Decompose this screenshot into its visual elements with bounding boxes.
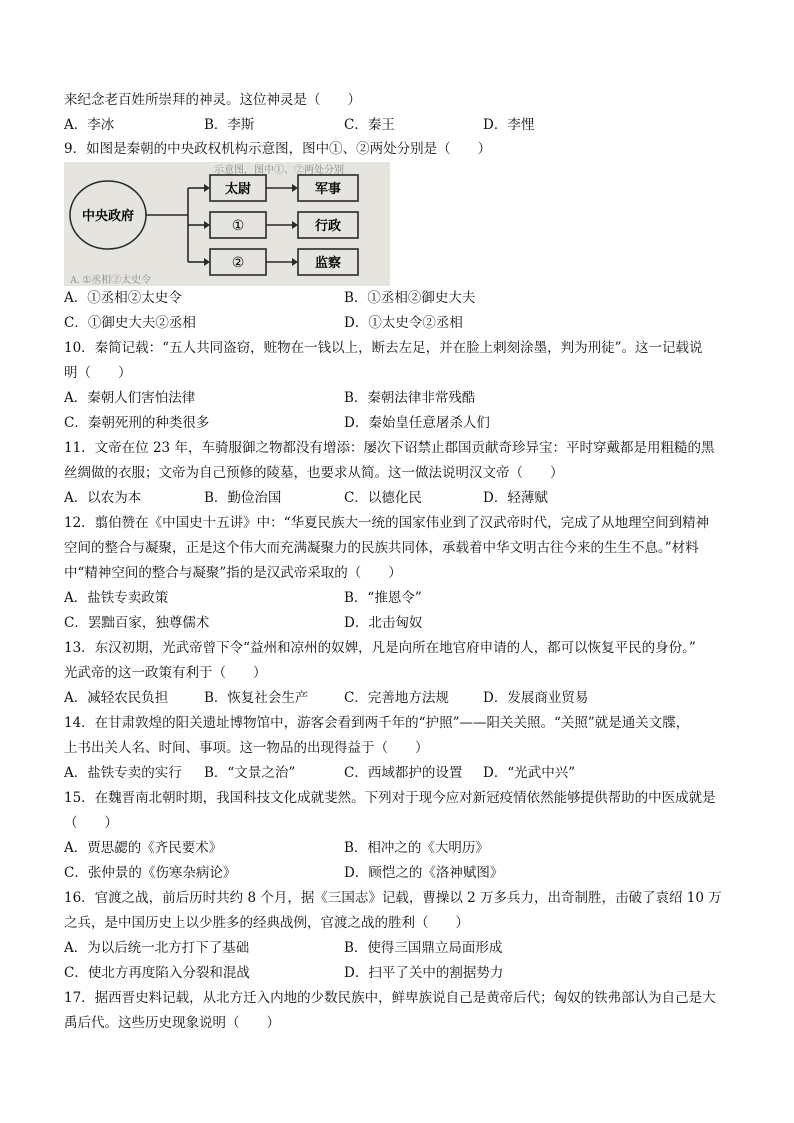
q14-option-b: B．“文景之治” xyxy=(204,765,296,781)
q11-line-2: 丝绸做的衣服；文帝为自己预修的陵墓，也要求从简。这一做法说明汉文帝（ ） xyxy=(64,465,564,481)
q13-option-d: D．发展商业贸易 xyxy=(483,690,589,706)
q14-line-1: 14．在甘肃敦煌的阳关遗址博物馆中，游客会看到两千年的“护照”——阳关关照。“关照”就是通关文牒， xyxy=(64,715,690,731)
q9-option-b: B．①丞相②御史大夫 xyxy=(344,290,476,306)
q15-option-d: D．顾恺之的《洛神赋图》 xyxy=(344,865,504,881)
q15-option-a: A．贾思勰的《齐民要术》 xyxy=(64,840,223,856)
diagram-faded-top: 示意图，图中①、②两处分别 xyxy=(214,165,344,176)
q16-option-b: B．使得三国鼎立局面形成 xyxy=(344,940,503,956)
box-taiwei-label: 太尉 xyxy=(224,181,252,196)
q16-option-d: D．扫平了关中的割据势力 xyxy=(344,965,504,981)
q8-option-a: A．李冰 xyxy=(64,117,115,133)
box-administration-label: 行政 xyxy=(314,218,342,233)
q12-line-3: 中“精神空间的整合与凝聚”指的是汉武帝采取的（ ） xyxy=(64,565,402,581)
q8-option-c: C．秦王 xyxy=(344,117,395,133)
q10-line-2: 明（ ） xyxy=(64,365,132,381)
q11-option-d: D．轻薄赋 xyxy=(483,490,548,506)
q9-option-d: D．①太史令②丞相 xyxy=(344,315,463,331)
q17-line-2: 禹后代。这些历史现象说明（ ） xyxy=(64,1015,280,1031)
q15-line-1: 15．在魏晋南北朝时期，我国科技文化成就斐然。下列对于现今应对新冠疫情依然能够提供帮助的中医成就是 xyxy=(64,790,716,806)
central-government-diagram xyxy=(64,162,390,286)
q16-line-2: 之兵，是中国历史上以少胜多的经典战例，官渡之战的胜利（ ） xyxy=(64,915,469,931)
box-blank-1-label: ① xyxy=(231,219,245,234)
q10-option-d: D．秦始皇任意屠杀人们 xyxy=(344,415,490,431)
center-label: 中央政府 xyxy=(81,208,135,223)
q14-option-d: D．“光武中兴” xyxy=(483,765,576,781)
q11-option-b: B．勤俭治国 xyxy=(204,490,282,506)
q12-line-2: 空间的整合与凝聚，正是这个伟大而充满凝聚力的民族共同体，承载着中华文明古往今来的生生不息。”材料 xyxy=(64,540,699,556)
q16-line-1: 16．官渡之战，前后历时共约 8 个月，据《三国志》记载，曹操以 2 万多兵力，出奇制胜，击破了袁绍 10 万 xyxy=(64,890,722,906)
q9-option-a: A．①丞相②太史令 xyxy=(64,290,182,306)
q11-option-c: C．以德化民 xyxy=(344,490,422,506)
q12-option-d: D．北击匈奴 xyxy=(344,615,423,631)
q15-option-b: B．相冲之的《大明历》 xyxy=(344,840,489,856)
q13-option-a: A．减轻农民负担 xyxy=(64,690,169,706)
q11-line-1: 11．文帝在位 23 年，车骑服御之物都没有增添：屡次下诏禁止郡国贡献奇珍异宝：平时穿戴都是用粗糙的黑 xyxy=(64,440,715,456)
q16-option-a: A．为以后统一北方打下了基础 xyxy=(64,940,250,956)
q13-option-b: B．恢复社会生产 xyxy=(204,690,309,706)
q10-option-a: A．秦朝人们害怕法律 xyxy=(64,390,196,406)
box-supervision-label: 监察 xyxy=(314,255,342,270)
q12-option-a: A．盐铁专卖政策 xyxy=(64,590,169,606)
intro-line: 来纪念老百姓所崇拜的神灵。这位神灵是（ ） xyxy=(64,92,361,108)
q12-option-b: B．“推恩令” xyxy=(344,590,422,606)
q9-option-c: C．①御史大夫②丞相 xyxy=(64,315,196,331)
q15-line-2: （ ） xyxy=(64,815,118,831)
q9-stem: 9．如图是秦朝的中央政权机构示意图，图中①、②两处分别是（ ） xyxy=(64,141,492,157)
box-military-label: 军事 xyxy=(314,181,342,196)
q12-option-c: C．罢黜百家，独尊儒术 xyxy=(64,615,210,631)
q14-option-a: A．盐铁专卖的实行 xyxy=(64,765,182,781)
q13-line-2: 光武帝的这一政策有利于（ ） xyxy=(64,665,267,681)
q8-option-b: B．李斯 xyxy=(204,117,255,133)
q12-line-1: 12．翦伯赞在《中国史十五讲》中：“华夏民族大一统的国家伟业到了汉武帝时代，完成了从地理空间到精神 xyxy=(64,515,710,531)
q13-option-c: C．完善地方法规 xyxy=(344,690,449,706)
q15-option-c: C．张仲景的《伤寒杂病论》 xyxy=(64,865,237,881)
box-blank-2-label: ② xyxy=(231,256,245,271)
q16-option-c: C．使北方再度陷入分裂和混战 xyxy=(64,965,250,981)
q10-option-c: C．秦朝死刑的种类很多 xyxy=(64,415,210,431)
q14-line-2: 上书出关人名、时间、事项。这一物品的出现得益于（ ） xyxy=(64,740,429,756)
q10-option-b: B．秦朝法律非常残酷 xyxy=(344,390,476,406)
q11-option-a: A．以农为本 xyxy=(64,490,142,506)
q17-line-1: 17．据西晋史料记载，从北方迁入内地的少数民族中，鲜卑族说自己是黄帝后代；匈奴的铁弗部认为自己是大 xyxy=(64,990,716,1006)
diagram-faded-bottom: A. ①丞相②太史令 xyxy=(70,275,152,286)
q13-line-1: 13．东汉初期，光武帝曾下令“益州和凉州的奴婢，凡是向所在地官府申请的人，都可以恢复平民的身份。” xyxy=(64,640,696,656)
q14-option-c: C．西域都护的设置 xyxy=(344,765,463,781)
q10-line-1: 10．秦简记载：“五人共同盗窃，赃物在一钱以上，断去左足，并在脸上刺刻涂墨，判为刑徒”。这一记载说 xyxy=(64,340,703,356)
q8-option-d: D．李悝 xyxy=(483,117,535,133)
